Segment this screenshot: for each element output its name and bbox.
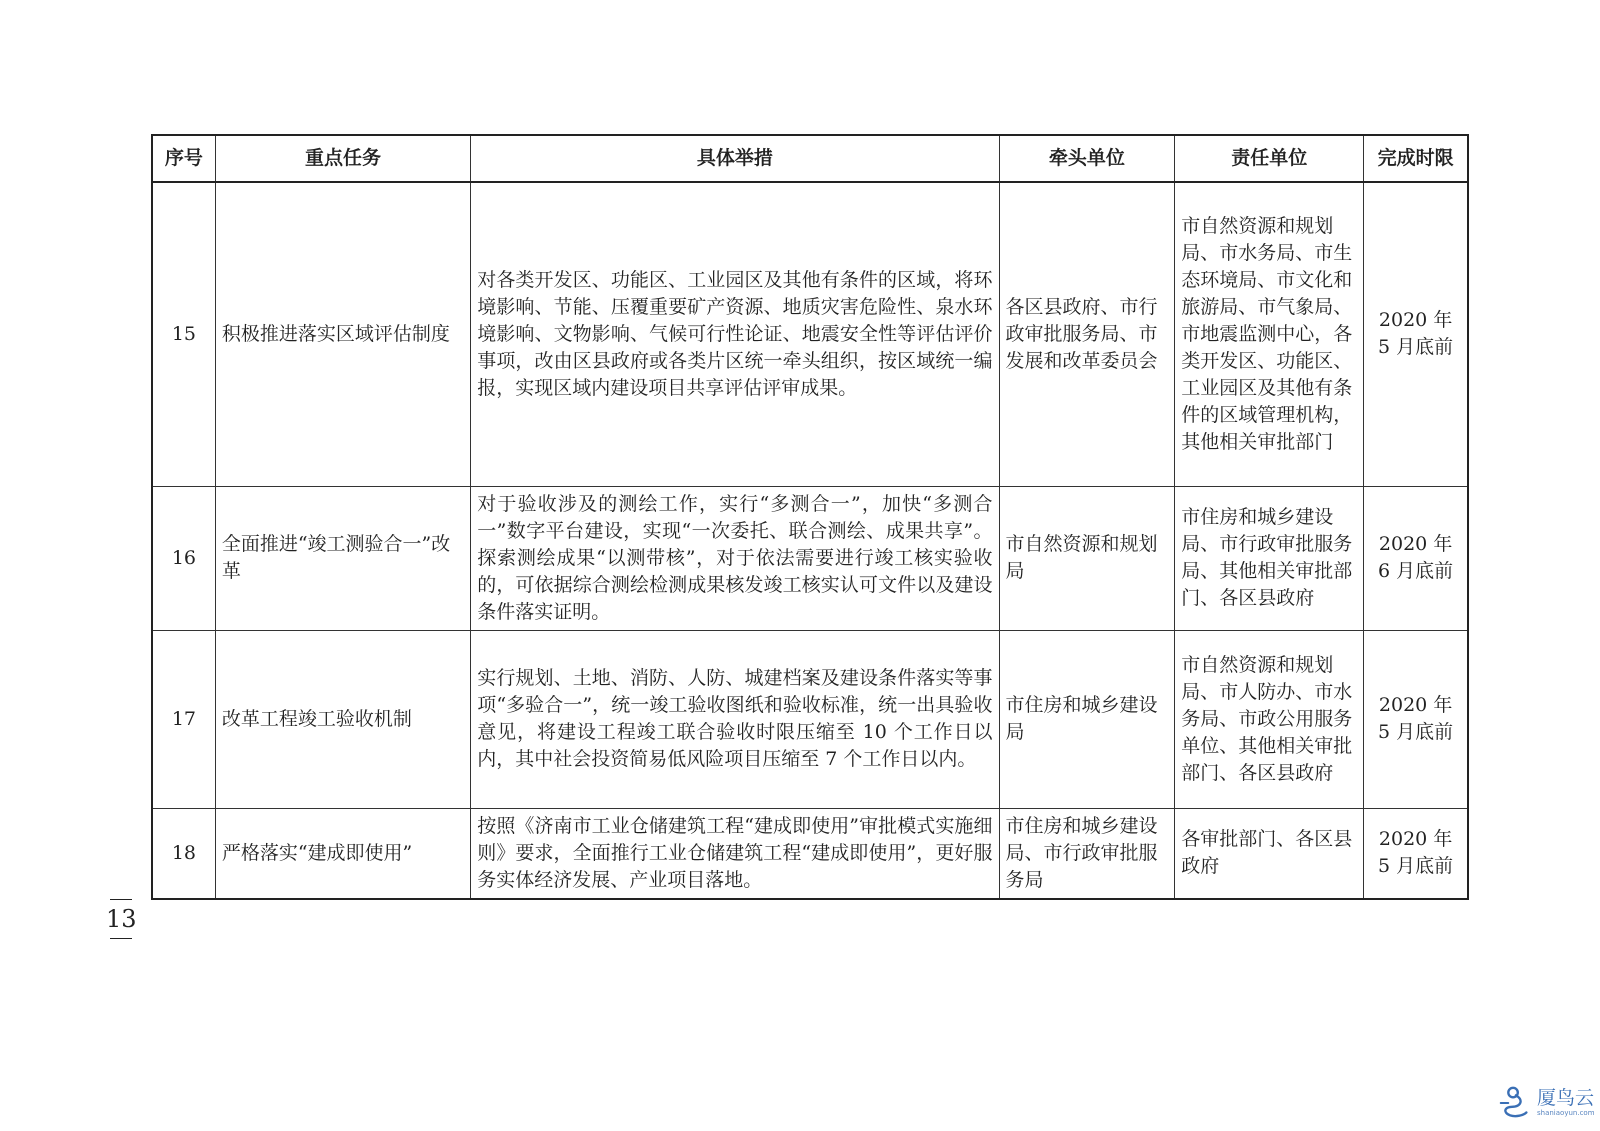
header-row: [152, 135, 1468, 182]
row-lead: 各区县政府、市行政审批服务局、市发展和改革委员会: [999, 182, 1175, 486]
row-no: 16: [152, 486, 215, 630]
row-task: 严格落实“建成即使用”: [215, 808, 470, 899]
table-row: [152, 486, 1468, 630]
header-task: 重点任务: [215, 135, 470, 182]
row-measure: 对各类开发区、功能区、工业园区及其他有条件的区域，将环境影响、节能、压覆重要矿产资源、地质灾害危险性、泉水环境影响、文物影响、气候可行性论证、地震安全性等评估评价事项，改由区县政府或各类片区统一牵头组织，按区域统一编报，实现区域内建设项目共享评估评审成果。: [471, 182, 999, 486]
page-dash-top: [110, 899, 132, 900]
row-task: 改革工程竣工验收机制: [215, 630, 470, 808]
row-deadline: 2020 年 6 月底前: [1364, 486, 1468, 630]
table-row: [152, 182, 1468, 486]
row-responsible: 市自然资源和规划局、市水务局、市生态环境局、市文化和旅游局、市气象局、市地震监测中心，各类开发区、功能区、工业园区及其他有条件的区域管理机构，其他相关审批部门: [1175, 182, 1364, 486]
watermark-name: 厦鸟云: [1537, 1087, 1595, 1109]
watermark: [1495, 1083, 1595, 1123]
row-no: 18: [152, 808, 215, 899]
row-deadline: 2020 年 5 月底前: [1364, 808, 1468, 899]
row-task: 全面推进“竣工测验合一”改革: [215, 486, 470, 630]
row-measure: 实行规划、土地、消防、人防、城建档案及建设条件落实等事项“多验合一”，统一竣工验收图纸和验收标准，统一出具验收意见，将建设工程竣工联合验收时限压缩至 10 个工作日以内，其中社会投资简易低风险项目压缩至 7 个工作日以内。: [471, 630, 999, 808]
page-number: [106, 895, 136, 943]
table-row: [152, 808, 1468, 899]
row-measure: 对于验收涉及的测绘工作，实行“多测合一”，加快“多测合一”数字平台建设，实现“一次委托、联合测绘、成果共享”。探索测绘成果“以测带核”，对于依法需要进行竣工核实验收的，可依据综合测绘检测成果核发竣工核实认可文件以及建设条件落实证明。: [471, 486, 999, 630]
task-table: [151, 134, 1469, 900]
row-lead: 市住房和城乡建设局、市行政审批服务局: [999, 808, 1175, 899]
row-responsible: 市住房和城乡建设局、市行政审批服务局、其他相关审批部门、各区县政府: [1175, 486, 1364, 630]
row-responsible: 市自然资源和规划局、市人防办、市水务局、市政公用服务单位、其他相关审批部门、各区县政府: [1175, 630, 1364, 808]
row-deadline: 2020 年 5 月底前: [1364, 182, 1468, 486]
bird-logo-icon: [1495, 1084, 1533, 1122]
watermark-url: shaniaoyun.com: [1537, 1109, 1595, 1117]
row-lead: 市自然资源和规划局: [999, 486, 1175, 630]
page-number-text: 13: [106, 905, 137, 933]
row-deadline: 2020 年 5 月底前: [1364, 630, 1468, 808]
page-dash-bottom: [110, 938, 132, 939]
header-deadline: 完成时限: [1364, 135, 1468, 182]
row-responsible: 各审批部门、各区县政府: [1175, 808, 1364, 899]
row-task: 积极推进落实区域评估制度: [215, 182, 470, 486]
header-no: 序号: [152, 135, 215, 182]
row-no: 17: [152, 630, 215, 808]
table-row: [152, 630, 1468, 808]
header-responsible: 责任单位: [1175, 135, 1364, 182]
header-lead: 牵头单位: [999, 135, 1175, 182]
header-measure: 具体举措: [471, 135, 999, 182]
row-lead: 市住房和城乡建设局: [999, 630, 1175, 808]
row-no: 15: [152, 182, 215, 486]
row-measure: 按照《济南市工业仓储建筑工程“建成即使用”审批模式实施细则》要求，全面推行工业仓储建筑工程“建成即使用”，更好服务实体经济发展、产业项目落地。: [471, 808, 999, 899]
